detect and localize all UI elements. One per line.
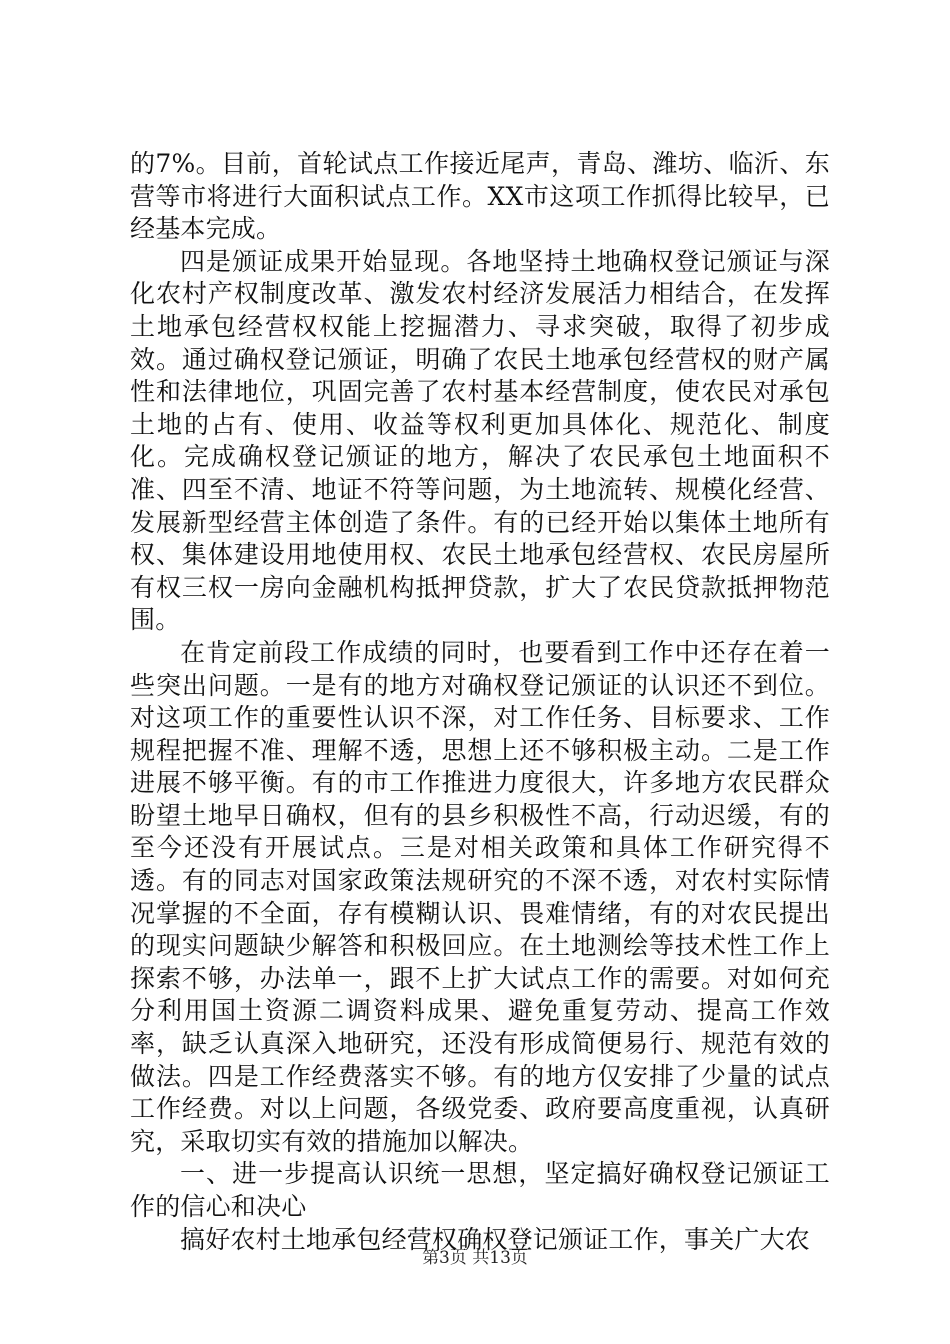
body-text [130, 148, 830, 1256]
paragraph: 在肯定前段工作成绩的同时，也要看到工作中还存在着一些突出问题。一是有的地方对确权登记颁证的认识还不到位。对这项工作的重要性认识不深，对工作任务、目标要求、工作规程把握不准、理解不透，思想上还不够积极主动。二是工作进展不够平衡。有的市工作推进力度很大，许多地方农民群众盼望土地早日确权，但有的县乡积极性不高，行动迟缓，有的至今还没有开展试点。三是对相关政策和具体工作研究得不透。有的同志对国家政策法规研究的不深不透，对农村实际情况掌握的不全面，存有模糊认识、畏难情绪，有的对农民提出的现实问题缺少解答和积极回应。在土地测绘等技术性工作上探索不够，办法单一，跟不上扩大试点工作的需要。对如何充分利用国土资源二调资料成果、避免重复劳动、提高工作效率，缺乏认真深入地研究，还没有形成简便易行、规范有效的做法。四是工作经费落实不够。有的地方仅安排了少量的试点工作经费。对以上问题，各级党委、政府要高度重视，认真研究，采取切实有效的措施加以解决。 [130, 637, 830, 1156]
paragraph: 搞好农村土地承包经营权确权登记颁证工作，事关广大农 [180, 1224, 811, 1254]
page-number: 第3页 共13页 [422, 1248, 528, 1268]
section-heading: 一、进一步提高认识统一思想，坚定搞好确权登记颁证工作的信心和决心 [130, 1159, 830, 1221]
paragraph: 四是颁证成果开始显现。各地坚持土地确权登记颁证与深化农村产权制度改革、激发农村经济发展活力相结合，在发挥土地承包经营权权能上挖掘潜力、寻求突破，取得了初步成效。通过确权登记颁证，明确了农民土地承包经营权的财产属性和法律地位，巩固完善了农村基本经营制度，使农民对承包土地的占有、使用、收益等权利更加具体化、规范化、制度化。完成确权登记颁证的地方，解决了农民承包土地面积不准、四至不清、地证不符等问题，为土地流转、规模化经营、发展新型经营主体创造了条件。有的已经开始以集体土地所有权、集体建设用地使用权、农民土地承包经营权、农民房屋所有权三权一房向金融机构抵押贷款，扩大了农民贷款抵押物范围。 [130, 246, 830, 635]
paragraph: 的7%。目前，首轮试点工作接近尾声，青岛、潍坊、临沂、东营等市将进行大面积试点工作。XX市这项工作抓得比较早，已经基本完成。 [130, 149, 830, 244]
